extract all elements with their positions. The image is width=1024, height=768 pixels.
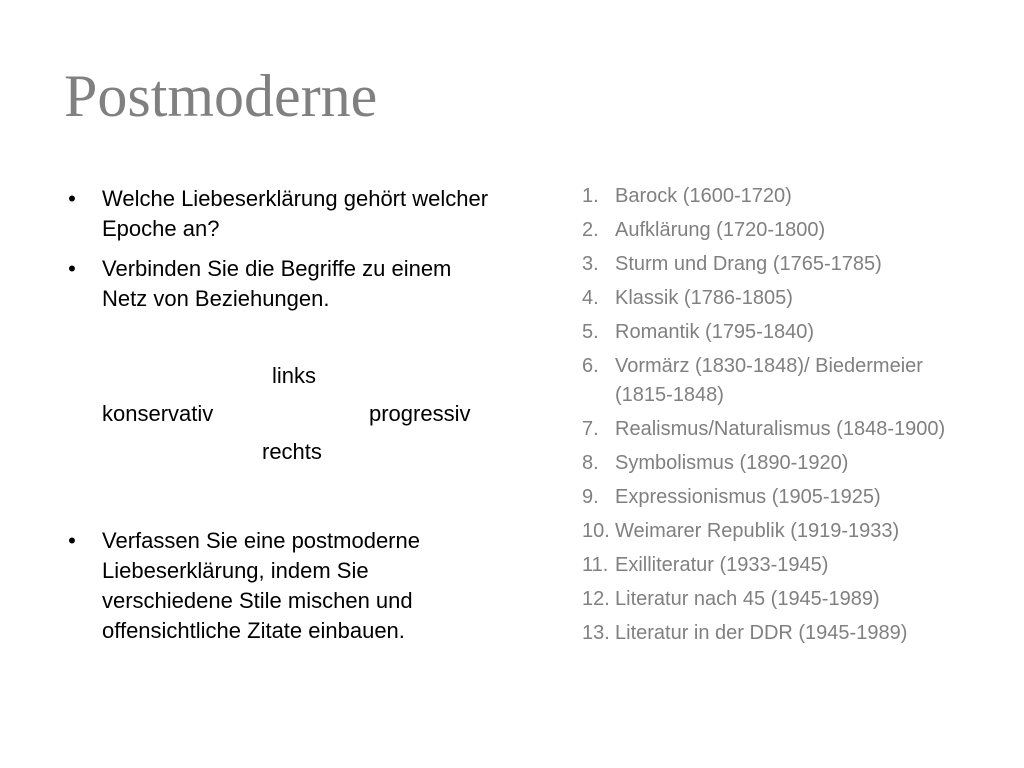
list-label: Exilliteratur (1933-1945) <box>615 554 829 576</box>
bullet-item <box>62 184 502 244</box>
political-axis-diagram <box>62 358 502 468</box>
list-number: 11. <box>582 554 609 576</box>
list-item <box>582 250 982 279</box>
bullet-text: Verbinden Sie die Begriffe zu einem Netz von Beziehungen. <box>102 256 452 311</box>
list-number: 4. <box>582 287 599 309</box>
list-label: Romantik (1795-1840) <box>615 321 814 343</box>
bullet-icon: • <box>68 528 76 553</box>
list-number: 1. <box>582 185 599 207</box>
list-item <box>582 318 982 347</box>
list-item <box>582 619 982 648</box>
list-item <box>582 182 982 211</box>
list-number: 3. <box>582 253 599 275</box>
list-label: Aufklärung (1720-1800) <box>615 219 826 241</box>
list-number: 13. <box>582 622 610 644</box>
list-item <box>582 585 982 614</box>
list-label: Sturm und Drang (1765-1785) <box>615 253 882 275</box>
list-item <box>582 352 982 410</box>
list-label: Literatur in der DDR (1945-1989) <box>615 622 908 644</box>
list-number: 6. <box>582 355 599 377</box>
diagram-label-konservativ: konservativ <box>102 401 214 426</box>
list-label: Realismus/Naturalismus (1848-1900) <box>615 418 946 440</box>
list-item <box>582 415 982 444</box>
list-number: 7. <box>582 418 599 440</box>
list-number: 2. <box>582 219 599 241</box>
diagram-label-progressiv: progressiv <box>369 401 471 426</box>
bullet-text: Welche Liebeserklärung gehört welcher Epoche an? <box>102 186 489 241</box>
list-item <box>582 216 982 245</box>
slide-title: Postmoderne <box>64 63 378 129</box>
list-item <box>582 517 982 546</box>
list-number: 9. <box>582 486 599 508</box>
bullet-item <box>62 254 502 314</box>
list-number: 12. <box>582 588 610 610</box>
list-label: Barock (1600-1720) <box>615 185 792 207</box>
list-label: Vormärz (1830-1848)/ Biedermeier (1815-1848) <box>615 355 923 406</box>
diagram-label-rechts: rechts <box>262 439 322 464</box>
list-number: 5. <box>582 321 599 343</box>
epoch-list <box>582 182 982 653</box>
list-item <box>582 483 982 512</box>
list-item <box>582 551 982 580</box>
list-number: 8. <box>582 452 599 474</box>
bullet-icon: • <box>68 256 76 281</box>
list-label: Klassik (1786-1805) <box>615 287 793 309</box>
bullet-item <box>62 526 502 646</box>
list-label: Literatur nach 45 (1945-1989) <box>615 588 880 610</box>
list-number: 10. <box>582 520 610 542</box>
list-label: Expressionismus (1905-1925) <box>615 486 881 508</box>
diagram-label-links: links <box>272 363 317 388</box>
list-item <box>582 449 982 478</box>
list-label: Symbolismus (1890-1920) <box>615 452 849 474</box>
bullet-icon: • <box>68 186 76 211</box>
bullet-text: Verfassen Sie eine postmoderne Liebeserklärung, indem Sie verschiedene Stile mischen und offensichtliche Zitate einbauen. <box>102 528 420 643</box>
instructions-column <box>62 184 502 656</box>
list-label: Weimarer Republik (1919-1933) <box>615 520 900 542</box>
list-item <box>582 284 982 313</box>
